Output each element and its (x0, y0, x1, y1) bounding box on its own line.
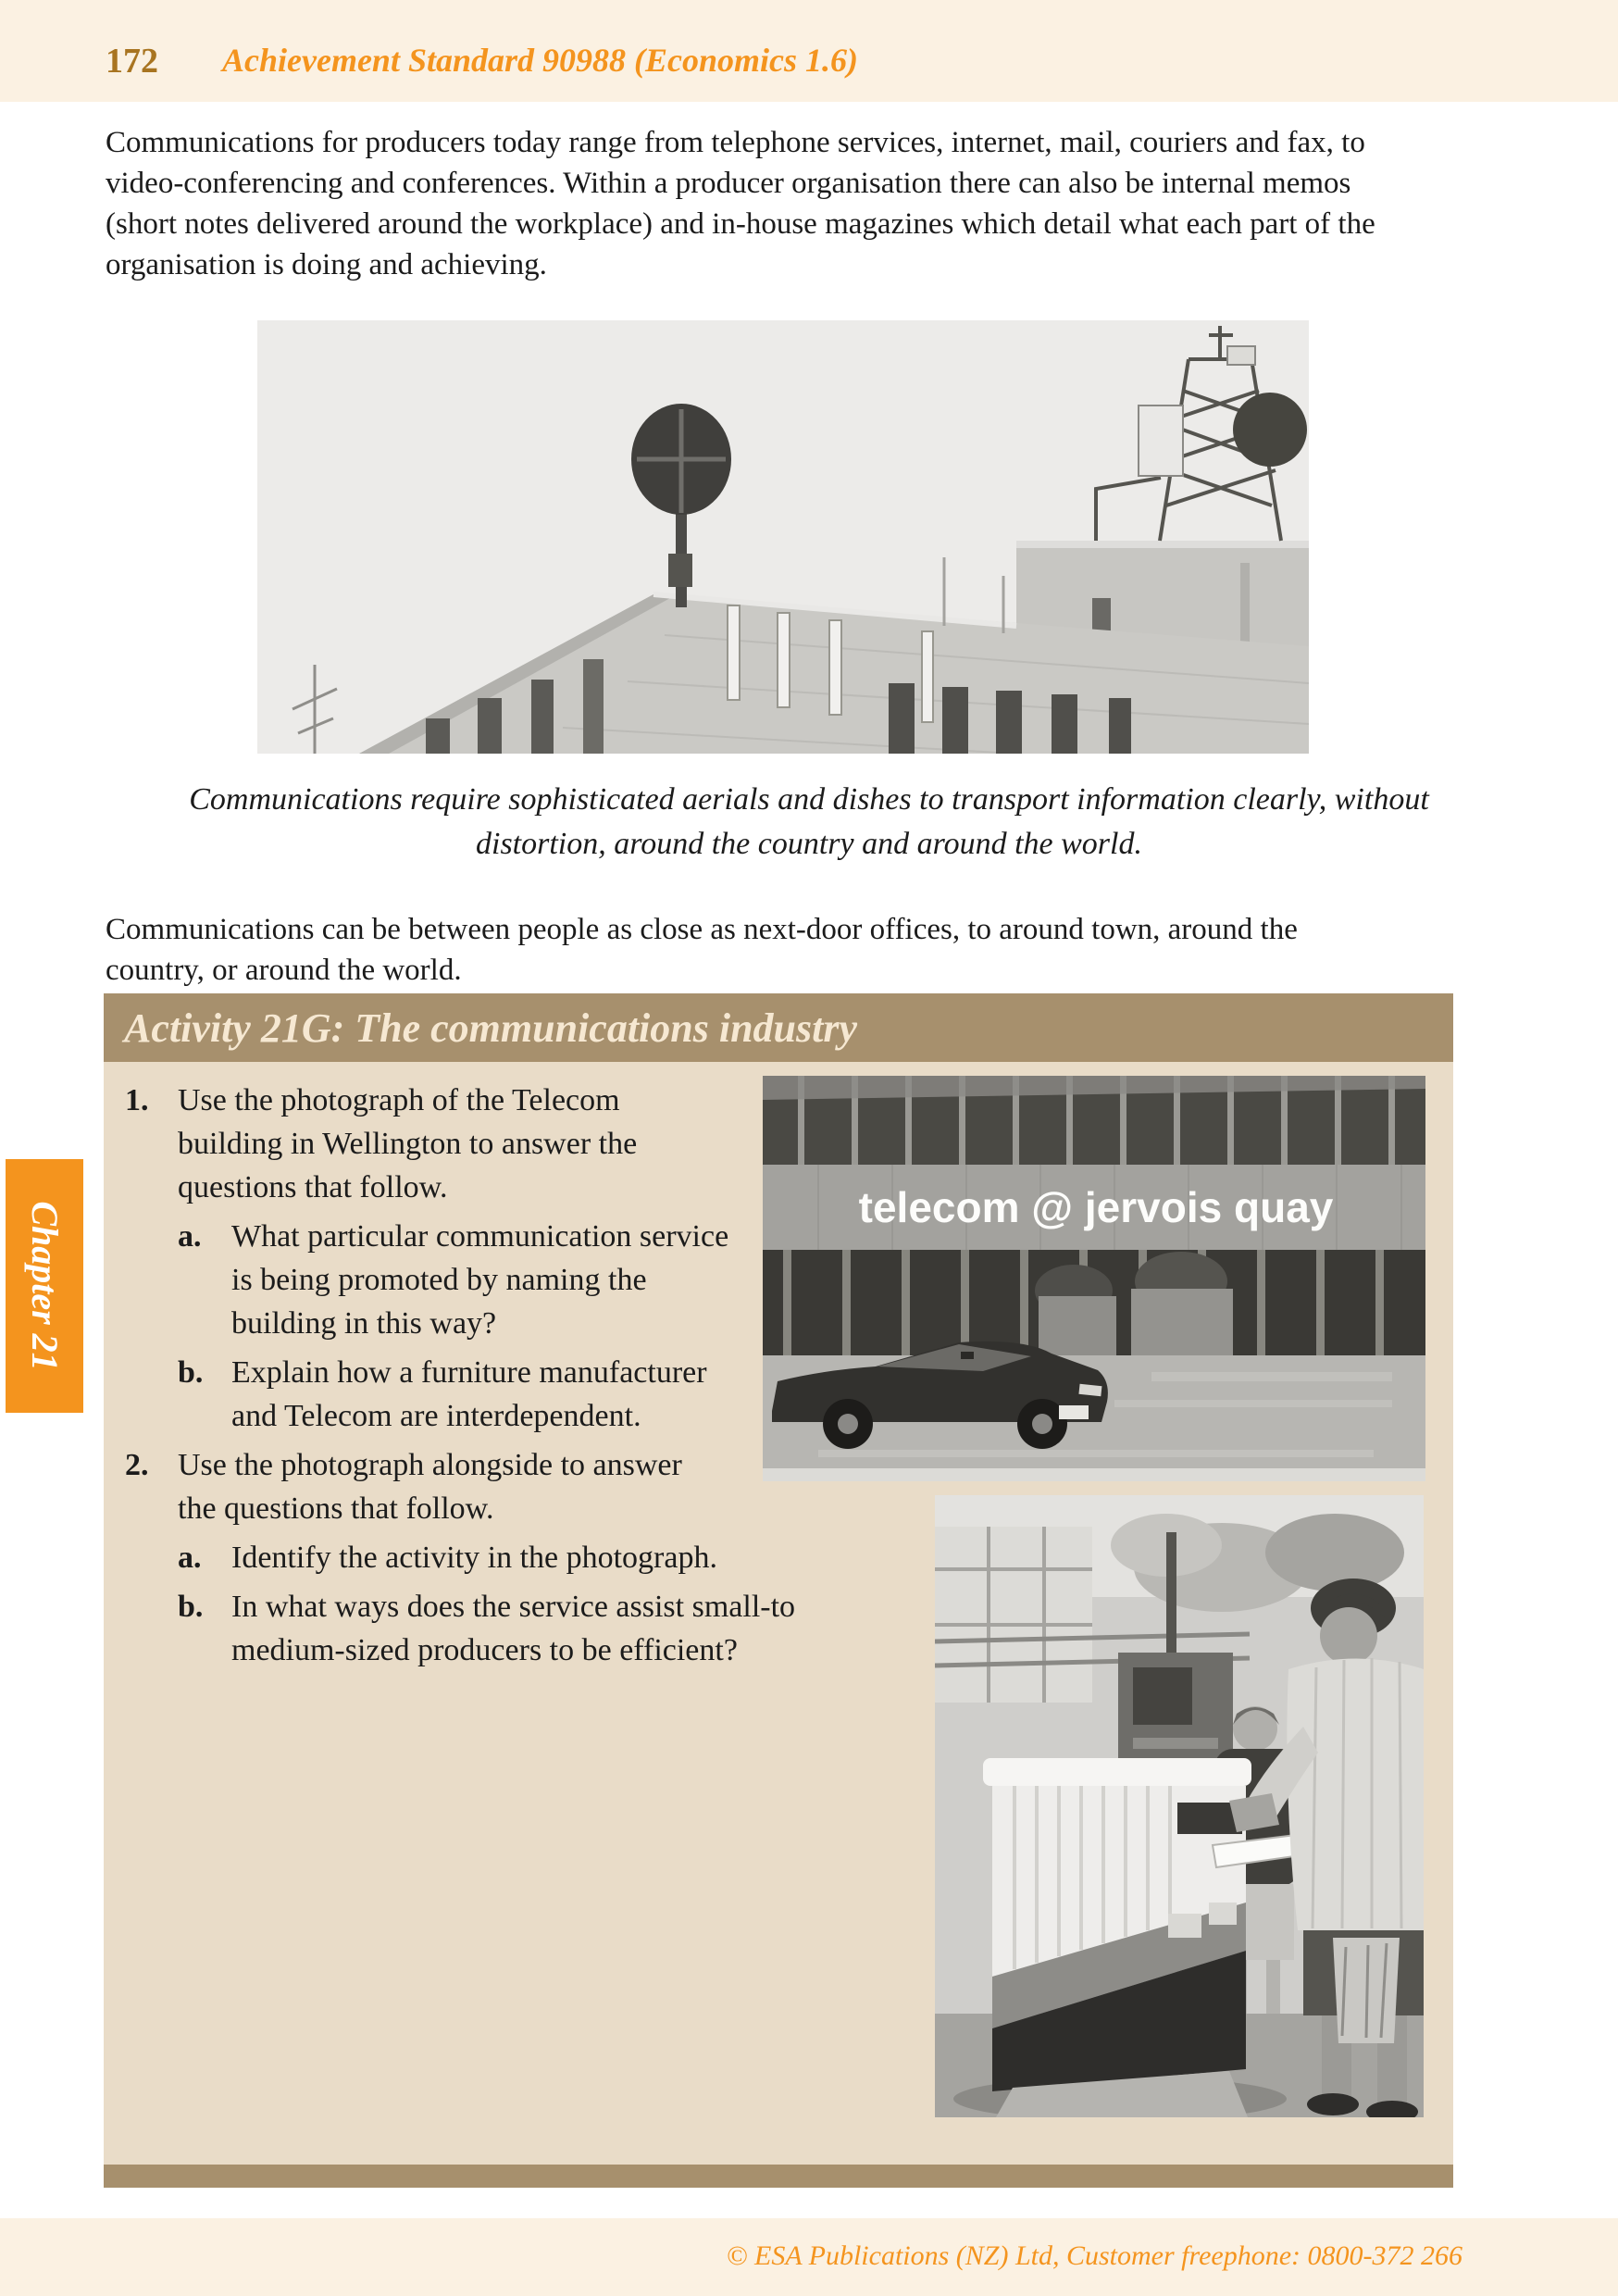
telecom-building-photo (763, 1076, 1425, 1481)
subquestion-text: In what ways does the service assist small-to medium-sized producers to be efficient? (231, 1590, 796, 1667)
photo-caption: Communications require sophisticated aerials and dishes to transport information clearly, without distortion, around the country and around the world. (189, 782, 1429, 861)
intro-paragraph-2: Communications can be between people as close as next-door offices, to around town, around the country, or around the world. (106, 913, 1298, 987)
page-number: 172 (106, 42, 158, 81)
subquestion-text: Identify the activity in the photograph. (231, 1541, 717, 1575)
tower-panel (1139, 406, 1183, 476)
posting-letter-photo (935, 1495, 1424, 2117)
building-aerials-illustration (257, 320, 1309, 754)
chapter-tab-label: Chapter 21 (24, 1201, 66, 1371)
subquestion-text: What particular communication service is being promoted by naming the building in this way? (231, 1219, 729, 1341)
postbox-label (1168, 1914, 1201, 1938)
subquestion-letter: b. (178, 1590, 204, 1624)
activity-end-bar (104, 2165, 1453, 2188)
bg-building (935, 1527, 1092, 1703)
subquestion-item (178, 1536, 1029, 1579)
header-title: Achievement Standard 90988 (Economics 1.6) (222, 42, 858, 79)
question-number: 2. (125, 1448, 149, 1482)
telecom-building-illustration (763, 1076, 1425, 1481)
curb (763, 1468, 1425, 1481)
activity-title: Activity 21G: The communications industry (124, 1005, 858, 1051)
question-text: Use the photograph of the Telecom building in Wellington to answer the questions that follow. (178, 1083, 638, 1204)
tower-parapet (1016, 541, 1309, 548)
subquestion-letter: a. (178, 1219, 202, 1254)
activity-header-bar (104, 993, 1453, 1062)
subquestion-item (178, 1585, 1029, 1672)
postbox-label (1209, 1903, 1237, 1925)
shoe (1307, 2093, 1359, 2115)
tower-dish (1233, 393, 1307, 467)
question-number: 1. (125, 1083, 149, 1117)
posting-letter-illustration (935, 1495, 1424, 2117)
footer-text: © ESA Publications (NZ) Ltd, Customer freephone: 0800-372 266 (726, 2240, 1462, 2271)
intro-paragraph-1: Communications for producers today range from telephone services, internet, mail, couriers and fax, to video-conferencing and conferences. Within a producer organisation there can also be internal memos (short notes delivered around the workplace) and in-house magazines which detail what each part of the organisation is doing and achieving. (106, 126, 1375, 281)
building-aerials-photo (257, 320, 1309, 754)
subquestion-text: Explain how a furniture manufacturer and Telecom are interdependent. (231, 1355, 707, 1433)
question-text: Use the photograph alongside to answer the questions that follow. (178, 1448, 682, 1526)
subquestion-letter: a. (178, 1541, 202, 1575)
chapter-tab (6, 1159, 83, 1413)
tower-top-box (1227, 346, 1255, 365)
telecom-sign-text: telecom @ jervois quay (858, 1183, 1334, 1231)
postbox (983, 1758, 1251, 2117)
subquestion-letter: b. (178, 1355, 204, 1390)
